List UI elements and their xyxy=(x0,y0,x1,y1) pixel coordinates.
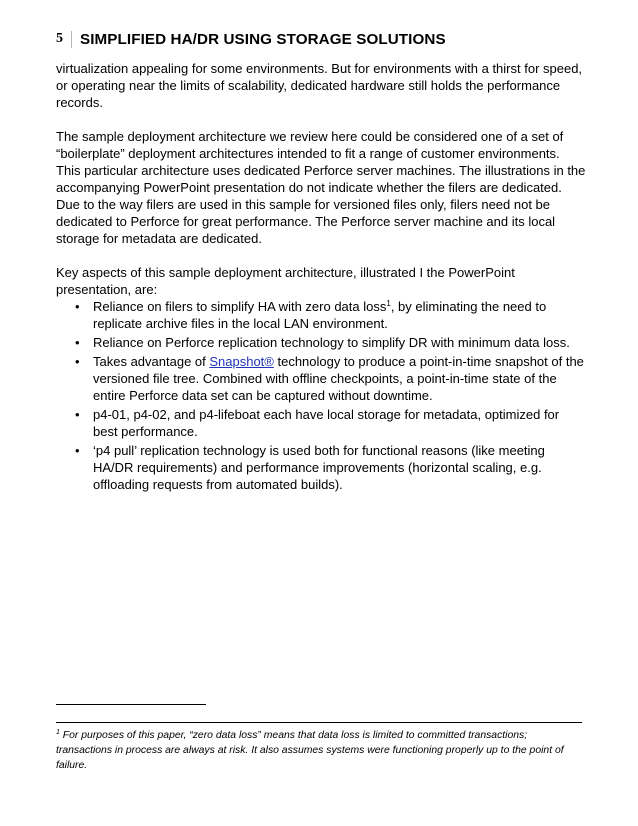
list-item-text: Reliance on filers to simplify HA with zero data loss xyxy=(93,299,387,314)
footnote-marker: 1 xyxy=(56,729,60,736)
list-item xyxy=(56,353,586,404)
paragraph: The sample deployment architecture we review here could be considered one of a set of “boilerplate” deployment architectures intended to fit a range of customer environments. This particular architecture uses dedicated Perforce server machines. The illustrations in the accompanying PowerPoint presentation do not indicate whether the filers are dedicated. Due to the way filers are used in this sample for versioned files only, filers need not be dedicated to Perforce for great performance. The Perforce server machine and its local storage for metadata are dedicated. xyxy=(56,129,586,246)
footnote-reference[interactable]: 1 xyxy=(386,299,391,308)
page-number: 5 xyxy=(56,31,63,46)
list-item-text: technology to produce a point-in-time snapshot of the versioned file tree. Combined with offline checkpoints, a point-in-time state of the entire Perforce data set can be captured without downtime. xyxy=(93,354,584,403)
page-header xyxy=(56,28,446,50)
header-divider xyxy=(71,31,72,48)
body-content xyxy=(56,60,586,495)
footnote xyxy=(56,728,582,773)
footnote-separator xyxy=(56,704,206,705)
list-item xyxy=(56,334,586,351)
list-item xyxy=(56,442,586,493)
bullet-icon: • xyxy=(75,443,80,458)
page-title: SIMPLIFIED HA/DR USING STORAGE SOLUTIONS xyxy=(80,30,446,48)
bullet-icon: • xyxy=(75,299,80,314)
paragraph: virtualization appealing for some environments. But for environments with a thirst for speed, or operating near the limits of scalability, dedicated hardware still holds the performance records. xyxy=(56,61,583,110)
list-item-text: p4-01, p4-02, and p4-lifeboat each have local storage for metadata, optimized for best performance. xyxy=(93,407,560,439)
list-item-text: Reliance on Perforce replication technology to simplify DR with minimum data loss. xyxy=(93,335,570,350)
list-item-text: ‘p4 pull’ replication technology is used both for functional reasons (like meeting HA/DR requirements) and performance improvements (horizontal scaling, e.g. offloading requests from automated builds). xyxy=(93,443,545,492)
bullet-list xyxy=(56,298,586,493)
footnote-text: For purposes of this paper, “zero data loss” means that data loss is limited to committed transactions; transactions in process are always at risk. It also assumes systems were functioning properly up to the point of failure. xyxy=(56,730,564,771)
bullet-icon: • xyxy=(75,407,80,422)
bullet-icon: • xyxy=(75,335,80,350)
list-item-text: Takes advantage of xyxy=(93,354,210,369)
footnote-rule xyxy=(56,722,582,723)
list-item-text: , by eliminating the need to replicate archive files in the local LAN environment. xyxy=(93,299,547,331)
snapshot-link[interactable]: Snapshot® xyxy=(209,354,274,369)
paragraph: Key aspects of this sample deployment architecture, illustrated I the PowerPoint presentation, are: xyxy=(56,265,515,297)
bullet-icon: • xyxy=(75,354,80,369)
list-item xyxy=(56,406,586,440)
list-item xyxy=(56,298,586,332)
